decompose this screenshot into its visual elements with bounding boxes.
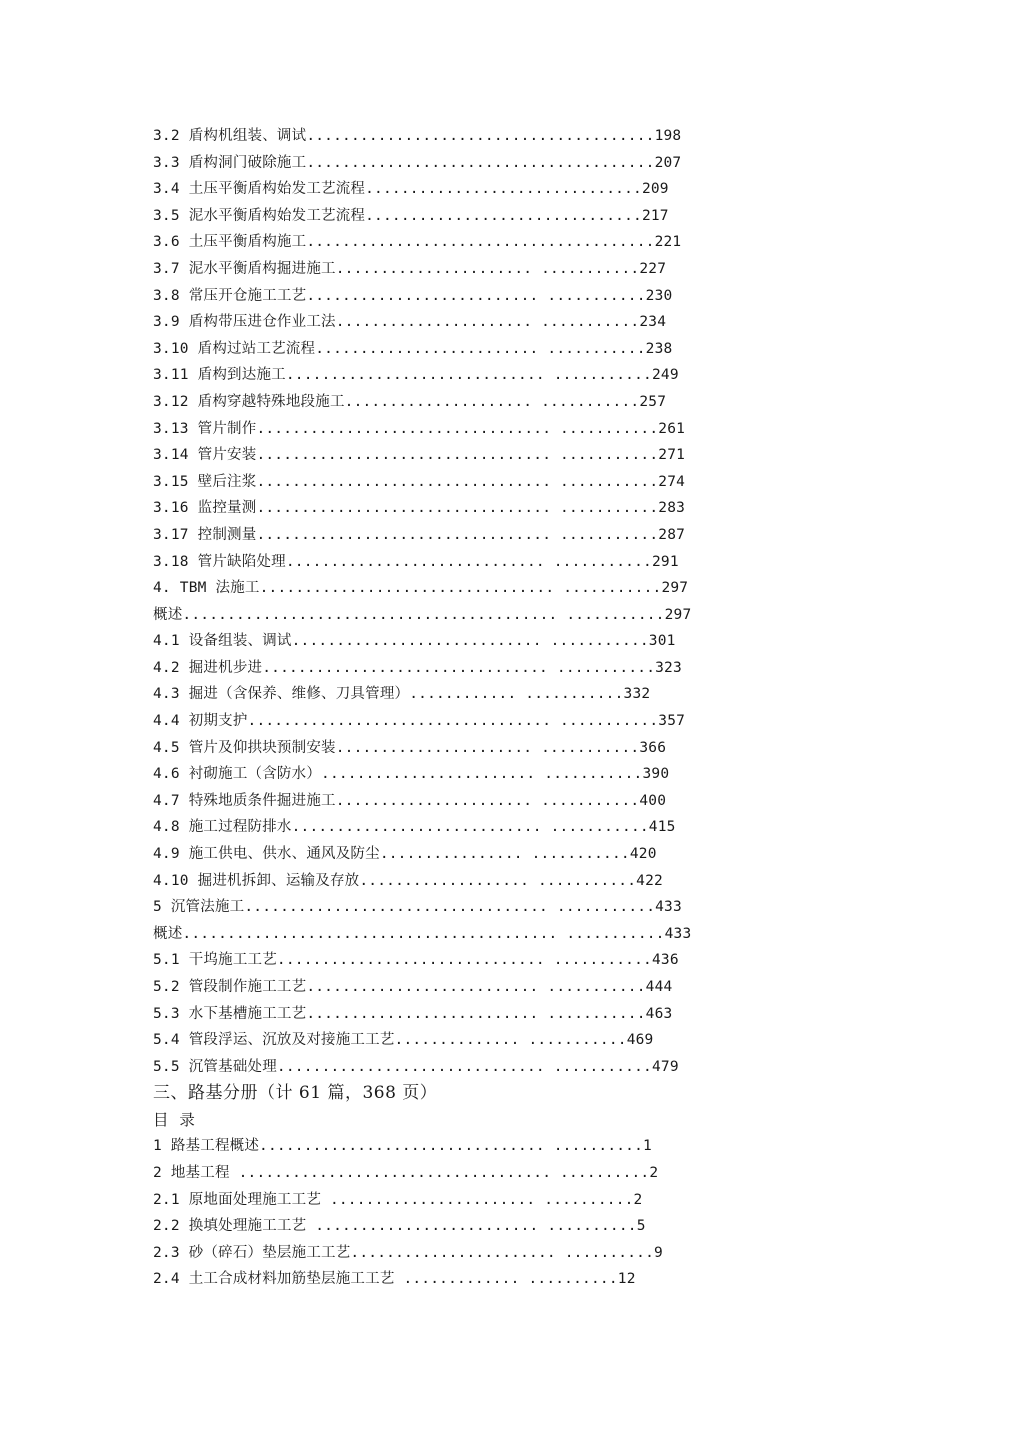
toc-entry: 3.11 盾构到达施工............................. ...........249 <box>153 367 679 384</box>
toc-entry: 3.13 管片制作................................. ...........261 <box>153 420 686 437</box>
toc-entry: 4.4 初期支护.................................. ...........357 <box>153 713 686 730</box>
toc-part1 <box>153 123 753 1080</box>
toc-entry: 3.9 盾构带压进仓作业工法...................... ...........234 <box>153 314 667 331</box>
toc-entry: 4.3 掘进（含保养、维修、刀具管理）............ ...........332 <box>153 686 651 703</box>
toc-entry: 3.7 泥水平衡盾构掘进施工...................... ...........227 <box>153 260 667 277</box>
toc-entry: 3.16 监控量测................................. ...........283 <box>153 500 686 517</box>
toc-entry: 4.2 掘进机步进................................ ...........323 <box>153 659 682 676</box>
toc-entry: 3.6 土压平衡盾构施工.......................................221 <box>153 234 682 251</box>
toc-entry: 4.8 施工过程防排水............................ ...........415 <box>153 819 676 836</box>
toc-entry: 3.12 盾构穿越特殊地段施工..................... ...........257 <box>153 393 667 410</box>
toc-entry: 3.18 管片缺陷处理............................. ...........291 <box>153 553 679 570</box>
toc-entry: 4.9 施工供电、供水、通风及防尘................ ...........420 <box>153 846 657 863</box>
toc-entry: 1 路基工程概述................................ ..........1 <box>153 1138 652 1155</box>
toc-entry: 概述.......................................... ...........297 <box>153 606 692 623</box>
toc-entry: 4.5 管片及仰拱块预制安装...................... ...........366 <box>153 739 667 756</box>
toc-entry: 3.15 壁后注浆................................. ...........274 <box>153 473 686 490</box>
toc-entry: 2.1 原地面处理施工工艺 ....................... ..........2 <box>153 1191 643 1208</box>
toc-entry: 4.6 衬砌施工（含防水）........................ ...........390 <box>153 766 670 783</box>
toc-entry: 2 地基工程 ................................... ..........2 <box>153 1164 659 1181</box>
toc-entry: 5.5 沉管基础处理.............................. ...........479 <box>153 1058 679 1075</box>
toc-entry: 3.5 泥水平衡盾构始发工艺流程...............................217 <box>153 207 669 224</box>
toc-entry: 5.1 干坞施工工艺.............................. ...........436 <box>153 952 679 969</box>
toc-entry: 4. TBM 法施工................................. ...........297 <box>153 580 689 597</box>
toc-entry: 3.14 管片安装................................. ...........271 <box>153 447 686 464</box>
toc-entry: 概述.......................................... ...........433 <box>153 925 692 942</box>
toc-entry: 2.4 土工合成材料加筋垫层施工工艺 ............. ..........12 <box>153 1271 636 1288</box>
table-of-contents <box>153 123 753 1293</box>
toc-entry: 2.3 砂（碎石）垫层施工工艺....................... ..........9 <box>153 1244 663 1261</box>
toc-entry: 4.7 特殊地质条件掘进施工...................... ...........400 <box>153 792 667 809</box>
toc-entry: 5.3 水下基槽施工工艺.......................... ...........463 <box>153 1005 673 1022</box>
toc-entry: 3.3 盾构洞门破除施工.......................................207 <box>153 154 682 171</box>
toc-part2 <box>153 1133 753 1293</box>
toc-entry: 3.10 盾构过站工艺流程......................... ...........238 <box>153 340 673 357</box>
toc-entry: 4.10 掘进机拆卸、运输及存放................... ...........422 <box>153 872 663 889</box>
toc-entry: 3.8 常压开仓施工工艺.......................... ...........230 <box>153 287 673 304</box>
toc-entry: 3.4 土压平衡盾构始发工艺流程...............................209 <box>153 181 669 198</box>
toc-entry: 4.1 设备组装、调试............................ ...........301 <box>153 633 676 650</box>
toc-entry: 3.2 盾构机组装、调试.......................................198 <box>153 128 682 144</box>
toc-entry: 5 沉管法施工.................................. ...........433 <box>153 899 682 916</box>
section-heading: 三、路基分册（计 61 篇，368 页） <box>153 1083 438 1104</box>
toc-entry: 5.4 管段浮运、沉放及对接施工工艺.............. ...........469 <box>153 1032 654 1049</box>
toc-entry: 2.2 换填处理施工工艺 ......................... ..........5 <box>153 1218 646 1235</box>
contents-label: 目 录 <box>153 1111 198 1130</box>
toc-entry: 5.2 管段制作施工工艺.......................... ...........444 <box>153 979 673 995</box>
toc-entry: 3.17 控制测量................................. ...........287 <box>153 526 686 543</box>
